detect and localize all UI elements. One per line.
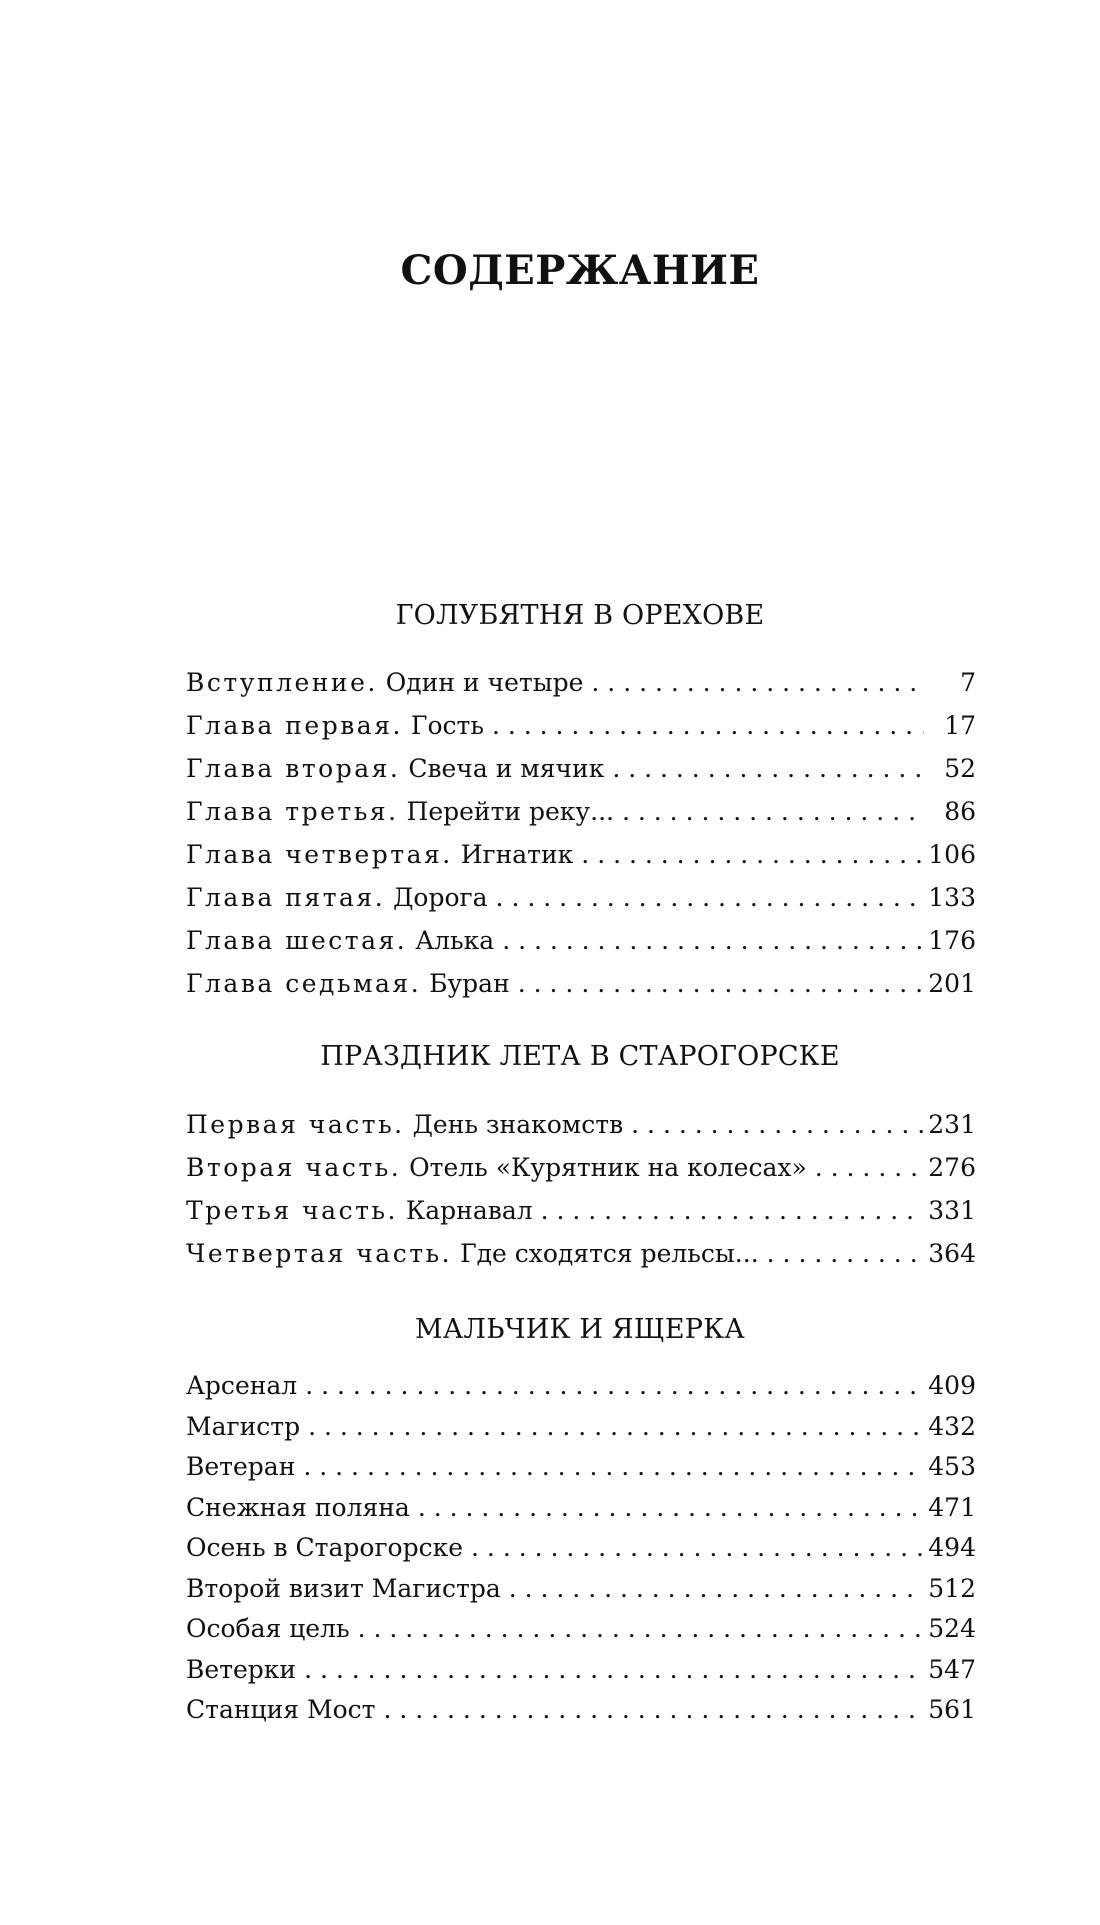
dot-leader [496, 876, 924, 919]
toc-entry-page: 276 [928, 1153, 976, 1182]
section-heading: МАЛЬЧИК И ЯЩЕРКА [415, 1314, 745, 1345]
toc-entry[interactable] [186, 790, 976, 833]
toc-entry-page: 364 [928, 1239, 976, 1268]
toc-entry-prefix: Глава третья. [186, 797, 399, 826]
toc-entry-prefix: Третья часть. [186, 1196, 398, 1225]
toc-entry-page: 86 [944, 797, 976, 826]
dot-leader [622, 790, 924, 833]
toc-entry-page: 453 [928, 1452, 976, 1481]
dot-leader [509, 1569, 924, 1610]
toc-entry[interactable] [186, 833, 976, 876]
dot-leader [471, 1528, 924, 1569]
toc-entry-prefix: Глава пятая. [186, 883, 386, 912]
toc-list [186, 661, 976, 1005]
toc-entry-page: 524 [928, 1614, 976, 1643]
toc-entry[interactable] [186, 704, 976, 747]
dot-leader [591, 661, 924, 704]
toc-entry-prefix: Глава вторая. [186, 754, 401, 783]
dot-leader [305, 1366, 924, 1407]
dot-leader [581, 833, 924, 876]
toc-entry[interactable] [186, 919, 976, 962]
toc-entry[interactable] [186, 1609, 976, 1650]
toc-entry-page: 201 [928, 969, 976, 998]
toc-entry-page: 471 [928, 1492, 976, 1522]
dot-leader [767, 1232, 924, 1275]
toc-entry[interactable] [186, 1232, 976, 1275]
toc-entry-title: Гость [410, 711, 484, 740]
toc-entry-title: Один и четыре [385, 668, 584, 697]
section-heading: ГОЛУБЯТНЯ В ОРЕХОВЕ [395, 600, 765, 631]
toc-entry-title: Свеча и мячик [408, 754, 605, 783]
toc-entry-title: Алька [415, 926, 495, 955]
toc-entry-page: 106 [928, 840, 976, 869]
toc-entry-page: 176 [928, 926, 976, 955]
toc-entry-page: 17 [944, 711, 976, 740]
toc-entry-page: 231 [928, 1110, 976, 1139]
toc-entry[interactable] [186, 1447, 976, 1488]
dot-leader [502, 919, 924, 962]
toc-entry-title: Отель «Курятник на колесах» [409, 1153, 807, 1182]
toc-entry[interactable] [186, 661, 976, 704]
toc-entry-title: Перейти реку... [406, 797, 614, 826]
dot-leader [358, 1609, 924, 1650]
toc-entry-title: Ветеран [186, 1452, 296, 1481]
toc-entry-title: Арсенал [186, 1371, 298, 1400]
toc-entry[interactable] [186, 1103, 976, 1146]
toc-entry-page: 52 [944, 754, 976, 783]
toc-entry[interactable] [186, 1569, 976, 1610]
toc-entry[interactable] [186, 1146, 976, 1189]
toc-entry-title: Второй визит Магистра [186, 1573, 501, 1603]
toc-entry-page: 512 [928, 1573, 976, 1603]
toc-entry-page: 7 [960, 668, 976, 697]
toc-entry-page: 561 [928, 1695, 976, 1724]
toc-entry[interactable] [186, 1189, 976, 1232]
toc-entry[interactable] [186, 1488, 976, 1529]
toc-entry[interactable] [186, 1407, 976, 1448]
toc-entry-title: Магистр [186, 1411, 301, 1441]
toc-entry-prefix: Вторая часть. [186, 1153, 402, 1182]
toc-entry[interactable] [186, 962, 976, 1005]
toc-entry-title: Карнавал [405, 1196, 533, 1225]
toc-entry-page: 409 [928, 1371, 976, 1400]
toc-entry[interactable] [186, 747, 976, 790]
dot-leader [631, 1103, 924, 1146]
toc-entry-prefix: Первая часть. [186, 1110, 405, 1139]
toc-entry-page: 133 [928, 883, 976, 912]
toc-list [186, 1103, 976, 1275]
dot-leader [418, 1488, 924, 1529]
toc-entry-title: Особая цель [186, 1614, 350, 1643]
toc-entry-prefix: Глава седьмая. [186, 969, 422, 998]
toc-entry-prefix: Глава первая. [186, 711, 403, 740]
toc-entry-prefix: Глава четвертая. [186, 840, 453, 869]
dot-leader [612, 747, 924, 790]
section-heading: ПРАЗДНИК ЛЕТА В СТАРОГОРСКЕ [320, 1041, 840, 1072]
toc-entry-prefix: Вступление. [186, 668, 378, 697]
dot-leader [303, 1447, 924, 1488]
dot-leader [304, 1650, 924, 1691]
toc-entry[interactable] [186, 876, 976, 919]
dot-leader [492, 704, 924, 747]
toc-entry-prefix: Глава шестая. [186, 926, 408, 955]
toc-entry-title: Игнатик [460, 840, 574, 869]
toc-entry-title: Ветерки [186, 1654, 297, 1684]
dot-leader [541, 1189, 924, 1232]
toc-entry-title: Осень в Старогорске [186, 1533, 464, 1562]
toc-entry-prefix: Четвертая часть. [186, 1239, 453, 1268]
toc-list [186, 1366, 976, 1731]
toc-entry[interactable] [186, 1366, 976, 1407]
toc-entry[interactable] [186, 1690, 976, 1731]
toc-entry-title: Буран [429, 969, 510, 998]
page-title: СОДЕРЖАНИЕ [400, 246, 760, 294]
dot-leader [518, 962, 924, 1005]
toc-entry-title: Где сходятся рельсы... [460, 1239, 759, 1268]
toc-entry-page: 547 [928, 1654, 976, 1684]
toc-entry[interactable] [186, 1528, 976, 1569]
toc-entry-title: День знакомств [412, 1110, 624, 1139]
toc-entry-title: Дорога [393, 883, 488, 912]
toc-entry-page: 494 [928, 1533, 976, 1562]
toc-entry-title: Снежная поляна [186, 1492, 410, 1522]
dot-leader [308, 1407, 924, 1448]
dot-leader [383, 1690, 924, 1731]
toc-entry-page: 331 [928, 1196, 976, 1225]
dot-leader [815, 1146, 924, 1189]
toc-entry-title: Станция Мост [186, 1695, 376, 1724]
toc-entry-page: 432 [928, 1411, 976, 1441]
toc-entry[interactable] [186, 1650, 976, 1691]
